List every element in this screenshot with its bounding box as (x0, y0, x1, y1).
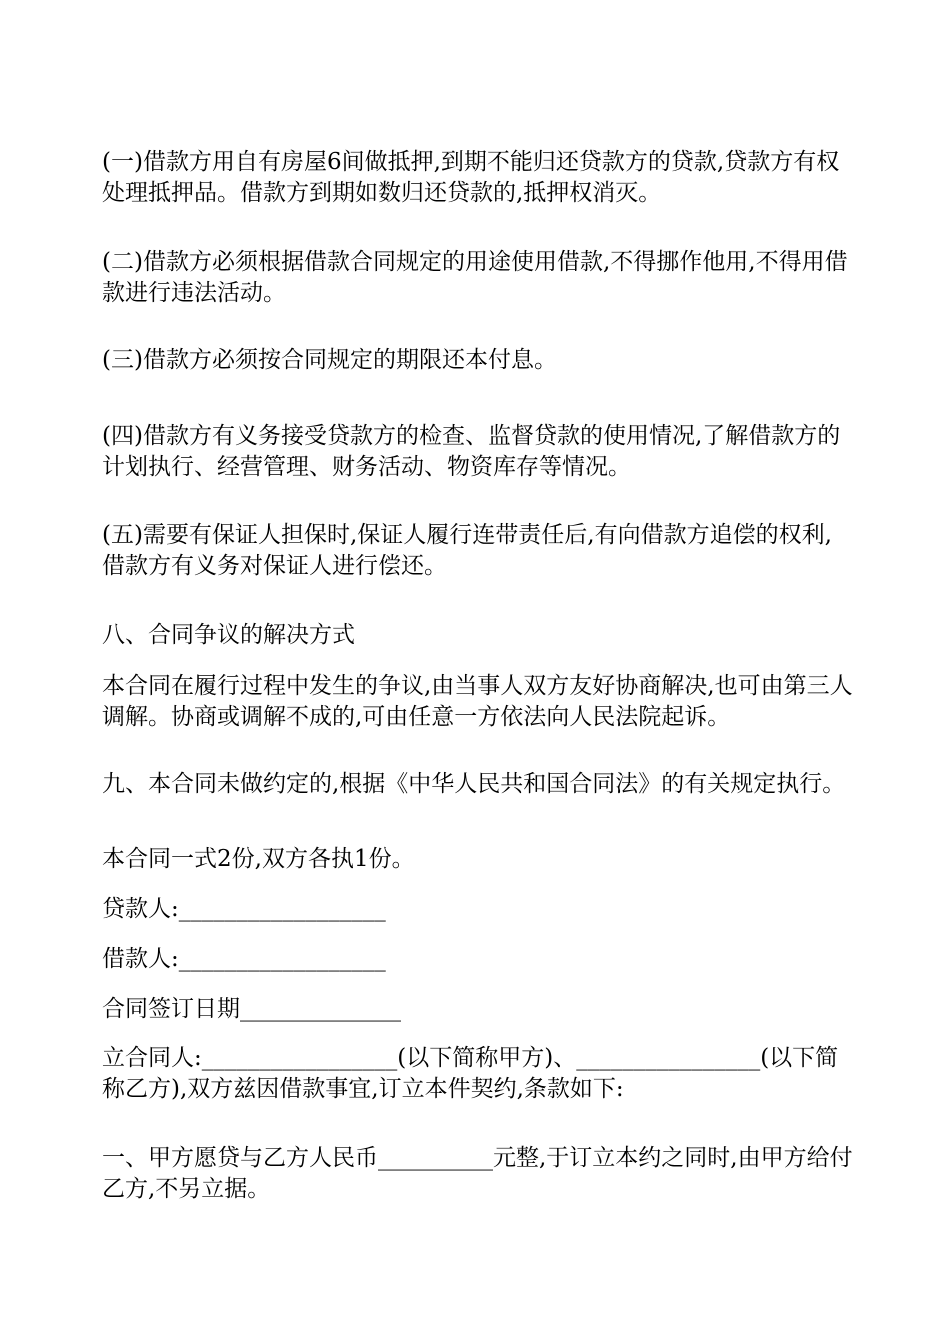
parties-paragraph: 立合同人:_________________(以下简称甲方)、________________(以下简称乙方),双方兹因借款事宜,订立本件契约,条款如下: (102, 1045, 839, 1102)
section-8-body: 本合同在履行过程中发生的争议,由当事人双方友好协商解决,也可由第三人调解。协商或调解不成的,可由任意一方依法向人民法院起诉。 (102, 673, 853, 730)
clause-1: (一)借款方用自有房屋6间做抵押,到期不能归还贷款方的贷款,贷款方有权处理抵押品。借款方到期如数归还贷款的,抵押权消灭。 (102, 149, 840, 206)
clause-3: (三)借款方必须按合同规定的期限还本付息。 (102, 347, 557, 373)
article-1: 一、甲方愿贷与乙方人民币__________元整,于订立本约之同时,由甲方给付乙方,不另立据。 (102, 1145, 853, 1202)
clause-2: (二)借款方必须根据借款合同规定的用途使用借款,不得挪作他用,不得用借款进行违法活动。 (102, 249, 848, 306)
lender-signature-line: 贷款人:__________________ (102, 896, 386, 922)
borrower-signature-line: 借款人:__________________ (102, 946, 386, 972)
section-9: 九、本合同未做约定的,根据《中华人民共和国合同法》的有关规定执行。 (102, 771, 846, 797)
clause-5: (五)需要有保证人担保时,保证人履行连带责任后,有向借款方追偿的权利,借款方有义务对保证人进行偿还。 (102, 522, 832, 579)
sign-date-line: 合同签订日期______________ (102, 996, 401, 1022)
section-8-heading: 八、合同争议的解决方式 (102, 622, 355, 648)
copies-statement: 本合同一式2份,双方各执1份。 (102, 846, 415, 872)
clause-4: (四)借款方有义务接受贷款方的检查、监督贷款的使用情况,了解借款方的计划执行、经营管理、财务活动、物资库存等情况。 (102, 423, 841, 480)
